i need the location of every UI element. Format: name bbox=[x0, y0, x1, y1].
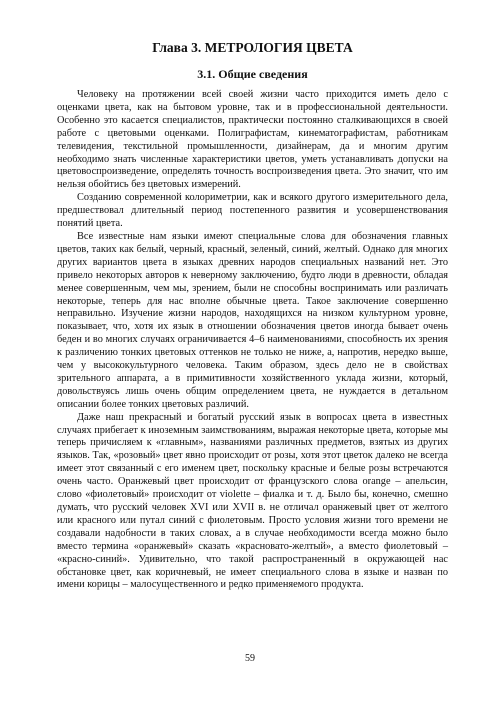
chapter-title: Глава 3. МЕТРОЛОГИЯ ЦВЕТА bbox=[152, 40, 353, 55]
paragraph-3: Все известные нам языки имеют специальные слова для обозначения главных цветов, таких как белый, черный, красный, зеленый, синий, желтый. Однако для многих других вариантов цвета в языках древних народов специальных названий нет. Это привело некоторых авторов к неверному заключению, будто люди в древности, обладая менее совершенным, чем мы, зрением, были не способны воспринимать или различать некоторые, теперь для нас вполне обычные цвета. Такое заключение совершенно неправильно. Изучение жизни народов, находящихся на низком культурном уровне, показывает, что, хотя их язык в отношении обозначения цветов иногда бывает очень беден и во многих случаях ограничивается 4–6 наименованиями, способность их зрения к различению тонких цветовых оттенков не только не ниже, а, напротив, нередко выше, чем у высококультурного человека. Таким образом, здесь дело не в свойствах зрительного аппарата, а в примитивности хозяйственного уклада жизни, который, довольствуясь лишь очень общим определением цвета, не нуждается в детальном описании более тонких цветовых различий. bbox=[57, 230, 448, 410]
page-number: 59 bbox=[245, 653, 255, 664]
paragraph-2: Созданию современной колориметрии, как и всякого другого измерительного дела, предшествовал длительный период постепенного развития и усовершенствования понятий цвета. bbox=[57, 192, 448, 230]
section-title: 3.1. Общие сведения bbox=[197, 67, 308, 81]
paragraph-4: Даже наш прекрасный и богатый русский язык в вопросах цвета в известных случаях прибегает к иноземным заимствованиям, выражая некоторые цвета, которые мы теперь причисляем к «главным», названиями различных предметов, взятых из других языков. Так, «розовый» цвет явно происходит от розы, хотя этот цветок далеко не всегда имеет этот связанный с его именем цвет, поскольку красные и белые розы встречаются очень часто. Оранжевый цвет происходит от французского слова orange – апельсин, слово «фиолетовый» происходит от violette – фиалка и т. д. Было бы, конечно, смешно думать, что русский человек XVI или XVII в. не отличал оранжевый цвет от желтого или красного или путал синий с фиолетовым. Просто условия жизни того времени не создавали надобности в таких словах, а в случае необходимости всегда можно было вместо термина «оранжевый» сказать «красновато-желтый», а вместо фиолетовый – «красно-синий». Удивительно, что такой распространенный в окружающей нас обстановке цвет, как коричневый, не имеет специального слова в языке и назван по имени корицы – малосущественного и редко применяемого продукта. bbox=[57, 411, 448, 591]
paragraph-1: Человеку на протяжении всей своей жизни часто приходится иметь дело с оценками цвета, как на бытовом уровне, так и в профессиональной деятельности. Особенно это касается специалистов, практически постоянно сталкивающихся в своей работе с цветовыми оценками. Полиграфистам, кинематографистам, работникам телевидения, текстильной промышленности, дизайнерам, да и многим другим необходимо знать численные характеристики цветов, уметь устанавливать допуски на цветовоспроизведение, определять точность воспроизведения цвета. Это значит, что им нельзя обойтись без цветовых измерений. bbox=[57, 89, 448, 191]
